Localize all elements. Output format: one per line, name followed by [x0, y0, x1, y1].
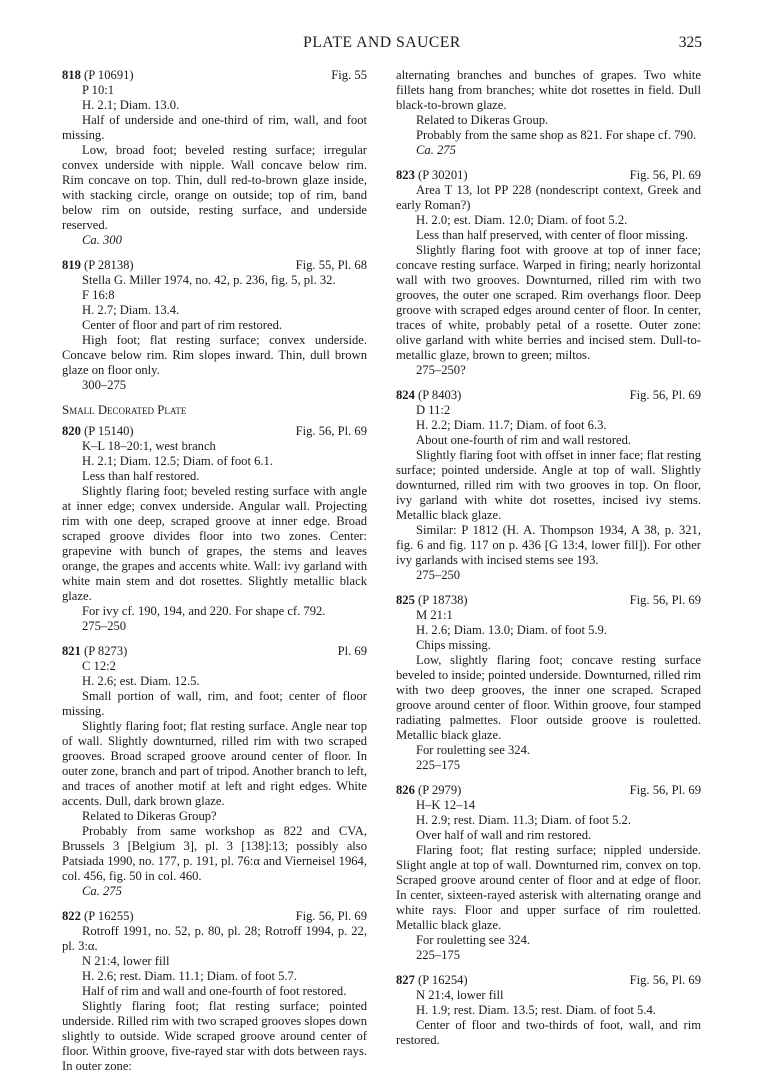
entry-heading [396, 973, 701, 988]
inventory-number: (P 30201) [418, 168, 468, 182]
section-heading: Small Decorated Plate [62, 403, 187, 417]
entry-number: 823 [396, 168, 415, 182]
entry-number: 825 [396, 593, 415, 607]
inventory-number: (P 15140) [84, 424, 134, 438]
description-continuation: alternating branches and bunches of grapes. Two white fillets hang from branches; white dot rosettes in field. Dull black-to-brown glaze. [396, 68, 701, 112]
entry-number: 821 [62, 644, 81, 658]
figure-reference: Fig. 56, Pl. 69 [629, 973, 701, 987]
catalogue-entry-826 [396, 783, 701, 963]
entry-heading [62, 258, 367, 273]
catalogue-entry-823 [396, 168, 701, 378]
preservation: Less than half preserved, with center of floor missing. [416, 228, 689, 242]
entry-number: 818 [62, 68, 81, 82]
entry-heading [396, 168, 701, 183]
preservation: Less than half restored. [82, 469, 200, 483]
preservation: Chips missing. [416, 638, 491, 652]
date: 275–250? [416, 363, 466, 377]
dimensions: H. 2.7; Diam. 13.4. [82, 303, 180, 317]
catalogue-entry-820 [62, 424, 367, 634]
entry-number: 827 [396, 973, 415, 987]
figure-reference: Fig. 56, Pl. 69 [629, 388, 701, 402]
preservation: Over half of wall and rim restored. [416, 828, 592, 842]
catalogue-entry-821 [62, 644, 367, 899]
left-column [62, 68, 367, 1084]
deposit-context: M 21:1 [416, 608, 453, 622]
date: 275–250 [82, 619, 127, 633]
note: Probably from same workshop as 822 and CVA, Brussels 3 [Belgium 3], pl. 3 [138]:13; possibly also Patsiada 1990, no. 177, p. 191, pl. 76:α and Vierneisel 1964, col. 456, fig. 50 in col. 460. [62, 824, 367, 883]
deposit-context: D 11:2 [416, 403, 451, 417]
note: Similar: P 1812 (H. A. Thompson 1934, A 38, p. 321, fig. 6 and fig. 117 on p. 436 [G 13:4, lower fill]). For other ivy garlands with incised stems see 193. [396, 523, 701, 567]
inventory-number: (P 8273) [84, 644, 128, 658]
description: Slightly flaring foot; flat resting surface; pointed underside. Rilled rim with two scraped grooves slopes down slightly to outside. Wide scraped groove around center of floor. Within groove, five-rayed star with dots between rays. In outer zone: [62, 999, 367, 1073]
bibliography: Rotroff 1991, no. 52, p. 80, pl. 28; Rotroff 1994, p. 22, pl. 3:α. [62, 924, 367, 953]
related-group: Related to Dikeras Group? [82, 809, 217, 823]
date: 275–250 [416, 568, 461, 582]
bibliography: Stella G. Miller 1974, no. 42, p. 236, fig. 5, pl. 32. [82, 273, 336, 287]
dimensions: H. 1.9; rest. Diam. 13.5; rest. Diam. of foot 5.4. [416, 1003, 656, 1017]
dimensions: H. 2.6; Diam. 13.0; Diam. of foot 5.9. [416, 623, 607, 637]
inventory-number: (P 28138) [84, 258, 134, 272]
date: Ca. 275 [82, 884, 122, 898]
page-number: 325 [678, 34, 702, 51]
description: Slightly flaring foot with groove at top of inner face; concave resting surface. Warped in firing; nearly horizontal wall with two grooves. Downturned, rilled rim with two grooves, the outer one scraped. Rim overhangs floor. Deep groove with scraped edges around center of floor. In center, traces of white, probably petal of a rosette. Outer zone: olive garland with white berries and incised stem. Dull-to-metallic glaze, brown to green; miltos. [396, 243, 701, 362]
figure-reference: Fig. 55, Pl. 68 [295, 258, 367, 272]
description: Slightly flaring foot; beveled resting surface with angle at inner edge; convex underside. Angular wall. Projecting rim with one deep, scraped groove at inner edge. Broad scraped groove divides floor into two zones. Center: grapevine with bunch of grapes, the stems and leaves orange, the grapes and accents white. Wall: ivy garland with white main stem and dot rosettes. Slightly metallic black glaze. [62, 484, 367, 603]
note: Probably from the same shop as 821. For shape cf. 790. [416, 128, 697, 142]
preservation: About one-fourth of rim and wall restored. [416, 433, 632, 447]
entry-number: 822 [62, 909, 81, 923]
catalogue-entry-819 [62, 258, 367, 393]
date: 225–175 [416, 758, 461, 772]
entry-heading [396, 388, 701, 403]
figure-reference: Pl. 69 [337, 644, 367, 658]
figure-reference: Fig. 56, Pl. 69 [629, 593, 701, 607]
deposit-context: H–K 12–14 [416, 798, 476, 812]
figure-reference: Fig. 56, Pl. 69 [629, 783, 701, 797]
right-column [396, 68, 701, 1058]
deposit-context: P 10:1 [82, 83, 115, 97]
description: Low, slightly flaring foot; concave resting surface beveled to inside; pointed underside. Downturned, rilled rim with two deep grooves, the inner one scraped. Scraped groove around center of floor. Within groove, four stamped radiating palmettes. Floor outside groove is rouletted. Metallic black glaze. [396, 653, 701, 742]
date: 300–275 [82, 378, 127, 392]
preservation: Center of floor and two-thirds of foot, wall, and rim restored. [396, 1018, 701, 1047]
figure-reference: Fig. 56, Pl. 69 [295, 424, 367, 438]
catalogue-entry-827 [396, 973, 701, 1048]
dimensions: H. 2.0; est. Diam. 12.0; Diam. of foot 5.2. [416, 213, 628, 227]
inventory-number: (P 16255) [84, 909, 134, 923]
note: For rouletting see 324. [416, 743, 531, 757]
entry-heading [396, 783, 701, 798]
description: Slightly flaring foot; flat resting surface. Angle near top of wall. Slightly downturned, rilled rim with two scraped grooves. Broad scraped groove around center of floor. In outer zone, branch and part of tripod. Another branch to left, and traces of another motif at left and right edges. White accents. Dull, dark brown glaze. [62, 719, 367, 808]
inventory-number: (P 8403) [418, 388, 462, 402]
description: Slightly flaring foot with offset in inner face; flat resting surface; pointed underside. Angle at top of wall. Slightly downturned, rilled rim with two grooves in top. On floor, ivy garland with white dot rosettes, incised ivy stems. Metallic black glaze. [396, 448, 701, 522]
entry-number: 820 [62, 424, 81, 438]
catalogue-entry-825 [396, 593, 701, 773]
dimensions: H. 2.1; Diam. 12.5; Diam. of foot 6.1. [82, 454, 273, 468]
figure-reference: Fig. 56, Pl. 69 [629, 168, 701, 182]
deposit-context: C 12:2 [82, 659, 116, 673]
running-header-title: PLATE AND SAUCER [303, 34, 461, 51]
dimensions: H. 2.1; Diam. 13.0. [82, 98, 180, 112]
inventory-number: (P 18738) [418, 593, 468, 607]
deposit-context: Area T 13, lot PP 228 (nondescript context, Greek and early Roman?) [396, 183, 701, 212]
catalogue-entry-818 [62, 68, 367, 248]
dimensions: H. 2.6; est. Diam. 12.5. [82, 674, 200, 688]
catalogue-entry-822 [62, 909, 367, 1074]
entry-number: 819 [62, 258, 81, 272]
entry-heading [62, 68, 367, 83]
preservation: Small portion of wall, rim, and foot; center of floor missing. [62, 689, 367, 718]
preservation: Half of rim and wall and one-fourth of foot restored. [82, 984, 347, 998]
description: Flaring foot; flat resting surface; nippled underside. Slight angle at top of wall. Downturned rim, convex on top. Scraped groove around center of floor and at edge of floor. In center, sixteen-rayed asterisk with alternating orange and white rays. Floor and upper surface of rim rouletted. Metallic black glaze. [396, 843, 701, 932]
preservation: Half of underside and one-third of rim, wall, and foot missing. [62, 113, 367, 142]
entry-number: 824 [396, 388, 415, 402]
dimensions: H. 2.6; rest. Diam. 11.1; Diam. of foot 5.7. [82, 969, 297, 983]
inventory-number: (P 10691) [84, 68, 134, 82]
dimensions: H. 2.2; Diam. 11.7; Diam. of foot 6.3. [416, 418, 607, 432]
figure-reference: Fig. 56, Pl. 69 [295, 909, 367, 923]
note: For ivy cf. 190, 194, and 220. For shape cf. 792. [82, 604, 326, 618]
catalogue-entry-824 [396, 388, 701, 583]
entry-heading [62, 909, 367, 924]
date: Ca. 300 [82, 233, 122, 247]
preservation: Center of floor and part of rim restored. [82, 318, 283, 332]
note: For rouletting see 324. [416, 933, 531, 947]
inventory-number: (P 16254) [418, 973, 468, 987]
dimensions: H. 2.9; rest. Diam. 11.3; Diam. of foot 5.2. [416, 813, 631, 827]
deposit-context: N 21:4, lower fill [416, 988, 504, 1002]
figure-reference: Fig. 55 [331, 68, 367, 82]
description: High foot; flat resting surface; convex underside. Concave below rim. Rim slopes inward. Thin, dull brown glaze on floor only. [62, 333, 367, 377]
entry-heading [396, 593, 701, 608]
entry-heading [62, 424, 367, 439]
related-group: Related to Dikeras Group. [416, 113, 549, 127]
date: 225–175 [416, 948, 461, 962]
entry-heading [62, 644, 367, 659]
date: Ca. 275 [416, 143, 456, 157]
deposit-context: N 21:4, lower fill [82, 954, 170, 968]
entry-number: 826 [396, 783, 415, 797]
catalogue-entry-822-continued [396, 68, 701, 158]
inventory-number: (P 2979) [418, 783, 462, 797]
deposit-context: F 16:8 [82, 288, 115, 302]
description: Low, broad foot; beveled resting surface; irregular convex underside with nipple. Wall concave below rim. Rim concave on top. Thin, dull red-to-brown glaze inside, with stacking circle, orange on outside; top of rim, band below rim on outside, resting surface, and underside reserved. [62, 143, 367, 232]
deposit-context: K–L 18–20:1, west branch [82, 439, 216, 453]
